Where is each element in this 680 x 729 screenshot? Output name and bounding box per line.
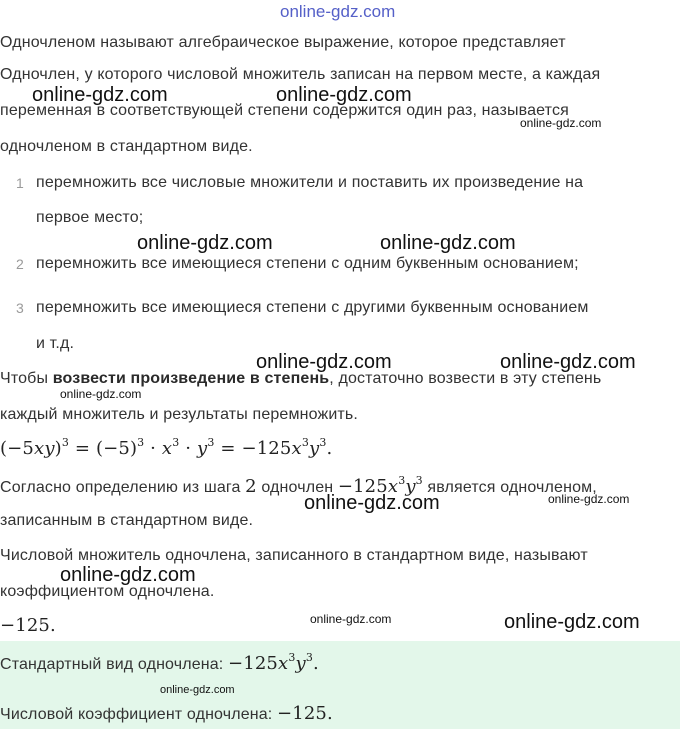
power-rule-line-2: каждый множитель и результаты перемножить. (0, 406, 358, 423)
coefficient-line-2: коэффициентом одночлена. (0, 583, 215, 600)
watermark: online-gdz.com (310, 612, 392, 626)
step-text: первое место; (36, 209, 144, 226)
watermark: online-gdz.com (60, 564, 196, 586)
intro-line-4: одночленом в стандартном виде. (0, 138, 253, 155)
watermark: online-gdz.com (380, 232, 516, 254)
formula: $(-5xy)^3 = (-5)^3 \cdot x^3 \cdot y^3 = -125x^3y^3$. (0, 436, 333, 459)
watermark: online-gdz.com (504, 611, 640, 633)
intro-line-2: Одночлен, у которого числовой множитель записан на первом месте, а каждая (0, 66, 601, 83)
coefficient-value: −125. (0, 615, 56, 636)
watermark: online-gdz.com (256, 351, 392, 373)
watermark: online-gdz.com (60, 387, 142, 401)
step-number: 2 (16, 256, 24, 272)
step-number: 3 (16, 300, 24, 316)
answer-line-2: Числовой коэффициент одночлена: −125. (0, 703, 333, 724)
watermark: online-gdz.com (32, 84, 168, 106)
watermark: online-gdz.com (548, 492, 630, 506)
coefficient-line-1: Числовой множитель одночлена, записанного в стандартном виде, называют (0, 547, 588, 564)
step-text: перемножить все имеющиеся степени с одним буквенным основанием; (36, 255, 579, 272)
step-text: перемножить все числовые множители и поставить их произведение на (36, 174, 584, 191)
step-number: 1 (16, 175, 24, 191)
watermark: online-gdz.com (304, 492, 440, 514)
step-text: перемножить все имеющиеся степени с другими буквенным основанием (36, 299, 589, 316)
definition-line-2: записанным в стандартном виде. (0, 512, 254, 529)
answer-line-1: Стандартный вид одночлена: $-125x^3y^3$. (0, 651, 319, 674)
watermark: online-gdz.com (520, 116, 602, 130)
watermark: online-gdz.com (160, 684, 235, 696)
intro-line-3: переменная в соответствующей степени содержится один раз, называется (0, 102, 569, 119)
watermark: online-gdz.com (276, 84, 412, 106)
watermark: online-gdz.com (137, 232, 273, 254)
step-text: и т.д. (36, 335, 75, 352)
intro-line-1: Одночленом называют алгебраическое выражение, которое представляет (0, 34, 566, 51)
watermark-top: online-gdz.com (280, 2, 396, 21)
power-rule-bold: возвести произведение в степень (52, 370, 330, 387)
power-rule-line-1: Чтобы возвести произведение в степень, достаточно возвести в эту степень (0, 370, 602, 387)
definition-line-1: Согласно определению из шага 2 одночлен $-125x^3y^3$ является одночленом, (0, 474, 597, 497)
watermark: online-gdz.com (500, 351, 636, 373)
